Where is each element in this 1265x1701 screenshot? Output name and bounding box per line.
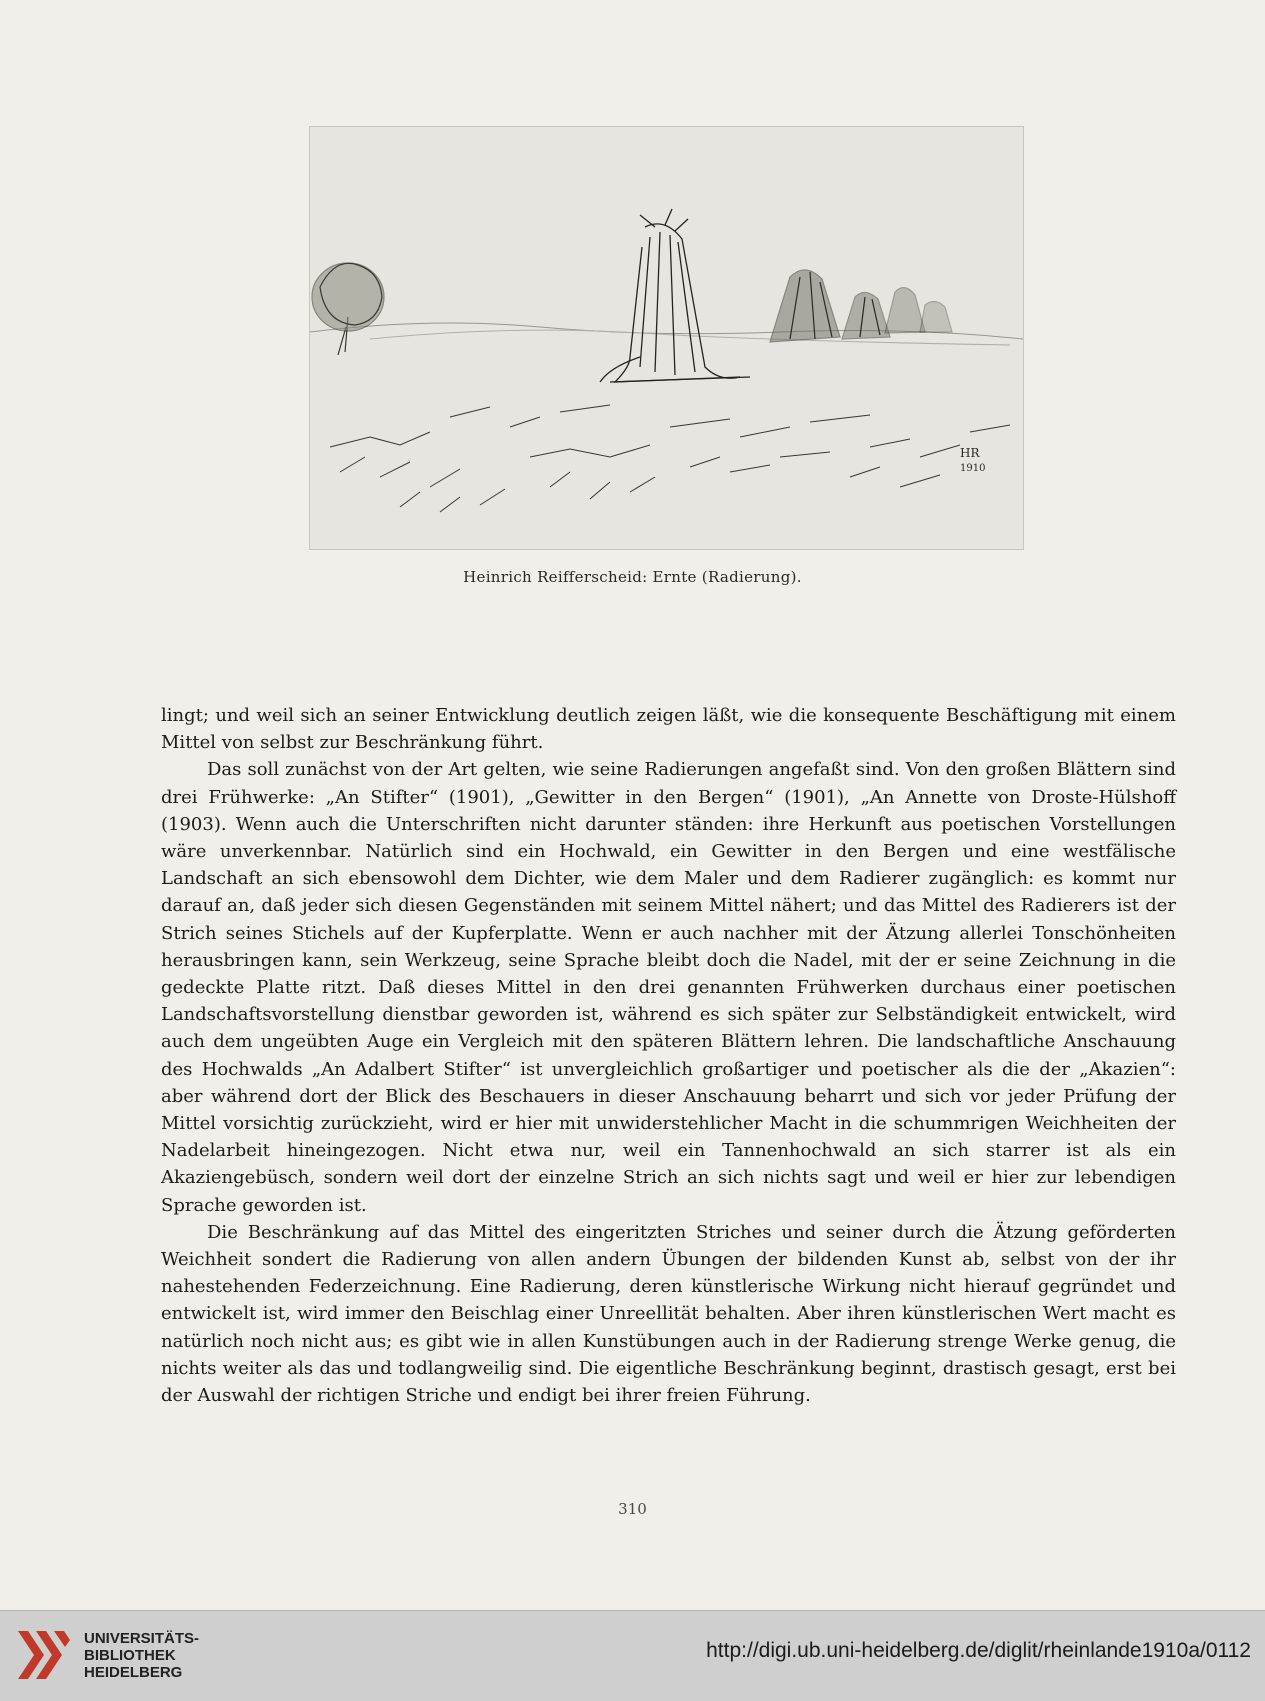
paragraph-2: Das soll zunächst von der Art gelten, wie seine Radierungen angefaßt sind. Von den großen Blättern sind drei Frühwerke: „An Stifter“ (1901), „Gewitter in den Bergen“ (1901), „An Annette von Droste-Hülshoff (1903). Wenn auch die Unterschriften nicht darunter ständen: ihre Herkunft aus poetischen Vorstellungen wäre unverkennbar. Natürlich sind ein Hochwald, ein Gewitter in den Bergen und eine westfälische Landschaft an sich ebensowohl dem Dichter, wie dem Maler und dem Radierer zugänglich: es kommt nur darauf an, daß jeder sich diesen Gegenständen mit seinem Mittel nähert; und das Mittel des Radierers ist der Strich seines Stichels auf der Kupferplatte. Wenn er auch nachher mit der Ätzung allerlei Tonschönheiten herausbringen kann, sein Werkzeug, seine Sprache bleibt doch die Nadel, mit der er seine Zeichnung in die gedeckte Platte ritzt. Daß dieses Mittel in den drei genannten Frühwerken durchaus einer poetischen Landschaftsvorstellung dienstbar geworden ist, während es sich später zur Selbständigkeit entwickelt, wird auch dem ungeübten Auge ein Vergleich mit den späteren Blättern lehren. Die landschaftliche Anschauung des Hochwalds „An Adalbert Stifter“ ist unvergleichlich großartiger und poetischer als die der „Akazien“: aber während dort der Blick des Beschauers in dieser Anschauung beharrt und sich vor jeder Prüfung der Mittel vorsichtig zurückzieht, wird er hier mit unwiderstehlicher Macht in die schummrigen Weichheiten der Nadelarbeit hineingezogen. Nicht etwa nur, weil ein Tannenhochwald an sich starrer ist als ein Akaziengebüsch, sondern weil dort der einzelne Strich an sich nichts sagt und weil er hier zur lebendigen Sprache geworden ist.	[161, 759, 1176, 1216]
harvest-landscape-etching	[310, 127, 1023, 549]
paragraph-3: Die Beschränkung auf das Mittel des eingeritzten Striches und seiner durch die Ätzung geförderten Weichheit sondert die Radierung von allen andern Übungen der bildenden Kunst ab, selbst von der ihr nahestehenden Federzeichnung. Eine Radierung, deren künstlerische Wirkung nicht hierauf gegründet und entwickelt ist, wird immer den Beischlag einer Unreellität behalten. Aber ihren künstlerischen Wert macht es natürlich noch nicht aus; es gibt wie in allen Kunstübungen auch in der Radierung strenge Werke genug, die nichts weiter als das und todlangweilig sind. Die eigentliche Beschränkung beginnt, drastisch gesagt, erst bei der Auswahl der richtigen Striche und endigt bei ihrer freien Führung.	[161, 1221, 1176, 1407]
plate-year: 1910	[960, 463, 986, 474]
article-body	[161, 702, 1176, 1409]
source-url-link[interactable]: http://digi.ub.uni-heidelberg.de/diglit/rheinlande1910a/0112	[706, 1639, 1251, 1662]
library-name-line-1: UNIVERSITÄTS-	[84, 1630, 200, 1647]
library-name-line-3: HEIDELBERG	[84, 1664, 183, 1681]
library-footer	[0, 1610, 1265, 1701]
etching-illustration	[309, 126, 1024, 550]
page-number: 310	[618, 1500, 647, 1518]
library-name-line-2: BIBLIOTHEK	[84, 1647, 176, 1664]
plate-monogram: HR	[960, 446, 980, 460]
library-name	[84, 1630, 199, 1681]
university-library-logo-icon	[14, 1625, 74, 1685]
figure-caption: Heinrich Reifferscheid: Ernte (Radierung).	[463, 568, 802, 586]
paragraph-1: lingt; und weil sich an seiner Entwicklung deutlich zeigen läßt, wie die konsequente Beschäftigung mit einem Mittel von selbst zur Beschränkung führt.	[161, 705, 1176, 754]
